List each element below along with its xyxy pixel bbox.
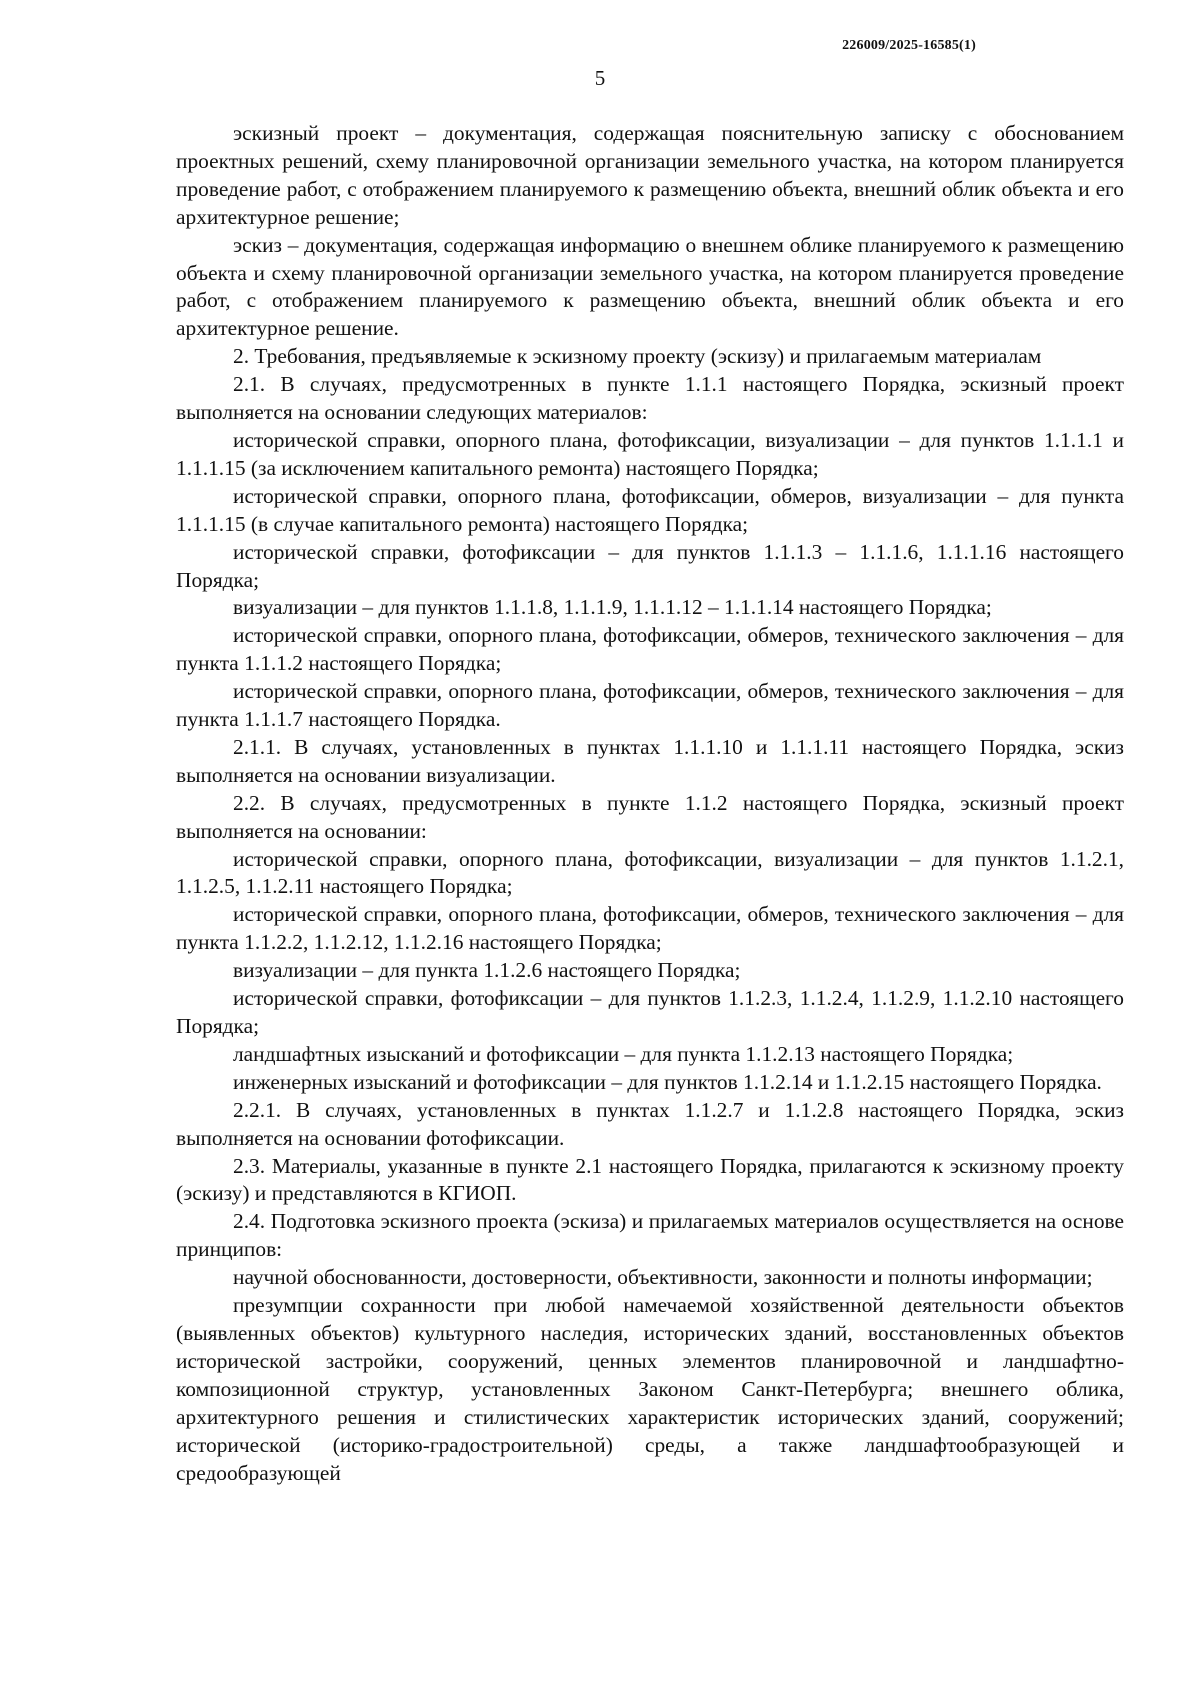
paragraph: презумпции сохранности при любой намечаемой хозяйственной деятельности объектов (выявленных объектов) культурного наследия, исторических зданий, восстановленных объектов исторической застройки, сооружений, ценных элементов планировочной и ландшафтно-композиционной структур, установленных Законом Санкт-Петербурга; внешнего облика, архитектурного решения и стилистических характеристик исторических зданий, сооружений; исторической (историко-градостроительной) среды, а также ландшафтообразующей и средообразующей bbox=[176, 1293, 1124, 1485]
paragraph: 2.2. В случаях, предусмотренных в пункте 1.1.2 настоящего Порядка, эскизный проект выполняется на основании: bbox=[176, 790, 1124, 843]
paragraph: визуализации – для пунктов 1.1.1.8, 1.1.1.9, 1.1.1.12 – 1.1.1.14 настоящего Порядка; bbox=[233, 595, 992, 620]
paragraph: визуализации – для пункта 1.1.2.6 настоящего Порядка; bbox=[233, 958, 741, 983]
paragraph: 2.4. Подготовка эскизного проекта (эскиза) и прилагаемых материалов осуществляется на основе принципов: bbox=[176, 1209, 1124, 1262]
paragraph: научной обоснованности, достоверности, объективности, законности и полноты информации; bbox=[233, 1265, 1093, 1290]
paragraph: 2.2.1. В случаях, установленных в пунктах 1.1.2.7 и 1.1.2.8 настоящего Порядка, эскиз выполняется на основании фотофиксации. bbox=[176, 1097, 1124, 1150]
page-number: 5 bbox=[594, 66, 606, 90]
paragraph: 2.1. В случаях, предусмотренных в пункте 1.1.1 настоящего Порядка, эскизный проект выполняется на основании следующих материалов: bbox=[176, 372, 1124, 425]
paragraph: 2.3. Материалы, указанные в пункте 2.1 настоящего Порядка, прилагаются к эскизному проекту (эскизу) и представляются в КГИОП. bbox=[176, 1153, 1124, 1206]
paragraph: исторической справки, опорного плана, фотофиксации, обмеров, визуализации – для пункта 1.1.1.15 (в случае капитального ремонта) настоящего Порядка; bbox=[176, 483, 1124, 536]
paragraph: инженерных изысканий и фотофиксации – для пунктов 1.1.2.14 и 1.1.2.15 настоящего Порядка. bbox=[233, 1069, 1102, 1094]
paragraph: 2.1.1. В случаях, установленных в пунктах 1.1.1.10 и 1.1.1.11 настоящего Порядка, эскиз выполняется на основании визуализации. bbox=[176, 734, 1124, 787]
paragraph: исторической справки, опорного плана, фотофиксации, обмеров, технического заключения – для пункта 1.1.1.2 настоящего Порядка; bbox=[176, 623, 1124, 676]
paragraph: исторической справки, опорного плана, фотофиксации, визуализации – для пунктов 1.1.1.1 и 1.1.1.15 (за исключением капитального ремонта) настоящего Порядка; bbox=[176, 427, 1124, 480]
paragraph: эскизный проект – документация, содержащая пояснительную записку с обоснованием проектных решений, схему планировочной организации земельного участка, на котором планируется проведение работ, с отображением планируемого к размещению объекта, внешний облик объекта и его архитектурное решение; bbox=[176, 121, 1124, 229]
paragraph: ландшафтных изысканий и фотофиксации – для пункта 1.1.2.13 настоящего Порядка; bbox=[233, 1041, 1014, 1066]
document-body bbox=[176, 120, 1124, 1487]
paragraph: исторической справки, фотофиксации – для пунктов 1.1.2.3, 1.1.2.4, 1.1.2.9, 1.1.2.10 настоящего Порядка; bbox=[176, 986, 1124, 1038]
paragraph: исторической справки, опорного плана, фотофиксации, обмеров, технического заключения – для пункта 1.1.1.7 настоящего Порядка. bbox=[176, 679, 1124, 732]
document-registration-number: 226009/2025-16585(1) bbox=[842, 38, 976, 53]
paragraph: исторической справки, опорного плана, фотофиксации, визуализации – для пунктов 1.1.2.1, 1.1.2.5, 1.1.2.11 настоящего Порядка; bbox=[176, 846, 1124, 899]
section-heading: 2. Требования, предъявляемые к эскизному проекту (эскизу) и прилагаемым материалам bbox=[233, 344, 1042, 369]
paragraph: исторической справки, фотофиксации – для пунктов 1.1.1.3 – 1.1.1.6, 1.1.1.16 настоящего Порядка; bbox=[176, 539, 1124, 592]
paragraph: эскиз – документация, содержащая информацию о внешнем облике планируемого к размещению объекта и схему планировочной организации земельного участка, на котором планируется проведение работ, с отображением планируемого к размещению объекта, внешний облик объекта и его архитектурное решение. bbox=[176, 232, 1124, 341]
paragraph: исторической справки, опорного плана, фотофиксации, обмеров, технического заключения – для пункта 1.1.2.2, 1.1.2.12, 1.1.2.16 настоящего Порядка; bbox=[176, 902, 1124, 955]
